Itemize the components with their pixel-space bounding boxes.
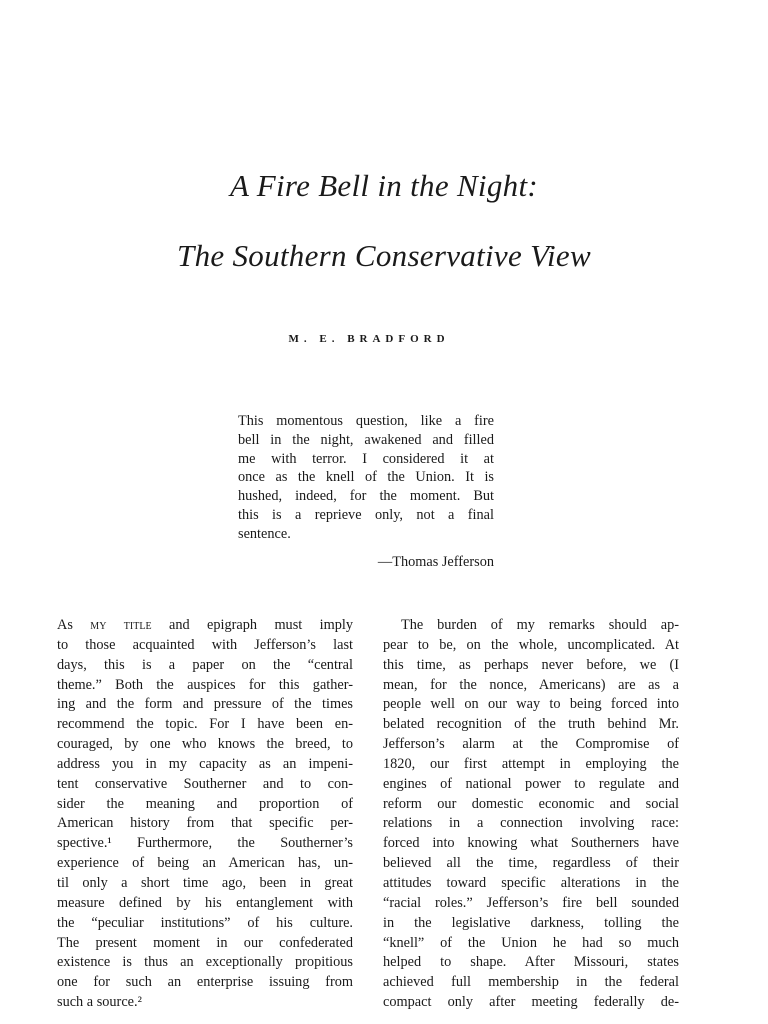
body-line: attitudes toward specific alterations in the bbox=[383, 874, 679, 891]
epigraph-line: this is a reprieve only, not a final bbox=[238, 506, 494, 523]
epigraph-attribution: —Thomas Jefferson bbox=[377, 553, 494, 570]
body-line: in the legislative darkness, tolling the bbox=[383, 914, 679, 931]
epigraph-line: bell in the night, awakened and filled bbox=[238, 431, 494, 448]
body-line: recommend the topic. For I have been en- bbox=[57, 716, 353, 733]
epigraph-line: me with terror. I considered it at bbox=[238, 450, 494, 467]
body-line: measure defined by his entanglement with bbox=[57, 894, 353, 911]
body-line: theme.” Both the auspices for this gather- bbox=[57, 676, 353, 693]
title-line-1: A Fire Bell in the Night: bbox=[230, 168, 538, 203]
body-line: experience of being an American has, un- bbox=[57, 855, 353, 872]
body-line: days, this is a paper on the “central bbox=[57, 656, 353, 673]
dropcap-word: As bbox=[57, 617, 73, 633]
body-line: such a source.² bbox=[57, 994, 142, 1011]
body-line-first bbox=[57, 616, 353, 636]
body-line: relations in a connection involving race: bbox=[383, 815, 679, 832]
body-line: helped to shape. After Missouri, states bbox=[383, 954, 679, 971]
body-line: couraged, by one who knows the breed, to bbox=[57, 736, 353, 753]
body-line: sider the meaning and proportion of bbox=[57, 795, 353, 812]
smallcaps-lead: my title bbox=[90, 617, 152, 633]
body-line: forced into knowing what Southerners have bbox=[383, 835, 679, 852]
body-line: one for such an enterprise issuing from bbox=[57, 974, 353, 991]
epigraph bbox=[238, 412, 494, 571]
body-line: pear to be, on the whole, uncomplicated. At bbox=[383, 636, 679, 653]
body-line: reform our domestic economic and social bbox=[383, 795, 679, 812]
body-line: existence is thus an exceptionally propitious bbox=[57, 954, 353, 971]
body-line: ing and the form and pressure of the times bbox=[57, 696, 353, 713]
epigraph-line: sentence. bbox=[238, 525, 291, 542]
body-line: tent conservative Southerner and to con- bbox=[57, 775, 353, 792]
body-line: spective.¹ Furthermore, the Southerner’s bbox=[57, 835, 353, 852]
body-line: the “peculiar institutions” of his culture. bbox=[57, 914, 353, 931]
body-line: The burden of my remarks should ap- bbox=[401, 617, 679, 633]
epigraph-line: This momentous question, like a fire bbox=[238, 413, 494, 429]
author-byline: M. E. BRADFORD bbox=[288, 333, 450, 345]
body-line: “racial roles.” Jefferson’s fire bell sounded bbox=[383, 894, 679, 911]
title-line-2: The Southern Conservative View bbox=[177, 238, 591, 273]
body-line: people well on our way to being forced into bbox=[383, 696, 679, 713]
body-line: address you in my capacity as an impeni- bbox=[57, 755, 353, 772]
first-line-rest: and epigraph must imply bbox=[168, 617, 354, 633]
body-column-left bbox=[57, 616, 353, 1013]
body-line: believed all the time, regardless of their bbox=[383, 855, 679, 872]
body-line: Jefferson’s alarm at the Compromise of bbox=[383, 736, 679, 753]
body-line: belated recognition of the truth behind Mr. bbox=[383, 716, 679, 733]
body-line: 1820, our first attempt in employing the bbox=[383, 755, 679, 772]
body-line: to those acquainted with Jefferson’s last bbox=[57, 636, 353, 653]
body-line: engines of national power to regulate and bbox=[383, 775, 679, 792]
body-column-right bbox=[383, 616, 679, 1013]
epigraph-line: hushed, indeed, for the moment. But bbox=[238, 488, 494, 505]
body-line: this time, as perhaps never before, we (I bbox=[383, 656, 679, 673]
body-line: compact only after meeting federally de- bbox=[383, 994, 679, 1011]
body-line: “knell” of the Union he had so much bbox=[383, 934, 679, 951]
body-line: American history from that specific per- bbox=[57, 815, 353, 832]
epigraph-line: once as the knell of the Union. It is bbox=[238, 469, 494, 486]
body-line: achieved full membership in the federal bbox=[383, 974, 679, 991]
body-line: mean, for the nonce, Americans) are as a bbox=[383, 676, 679, 693]
body-line: The present moment in our confederated bbox=[57, 934, 353, 951]
body-line: til only a short time ago, been in great bbox=[57, 874, 353, 891]
